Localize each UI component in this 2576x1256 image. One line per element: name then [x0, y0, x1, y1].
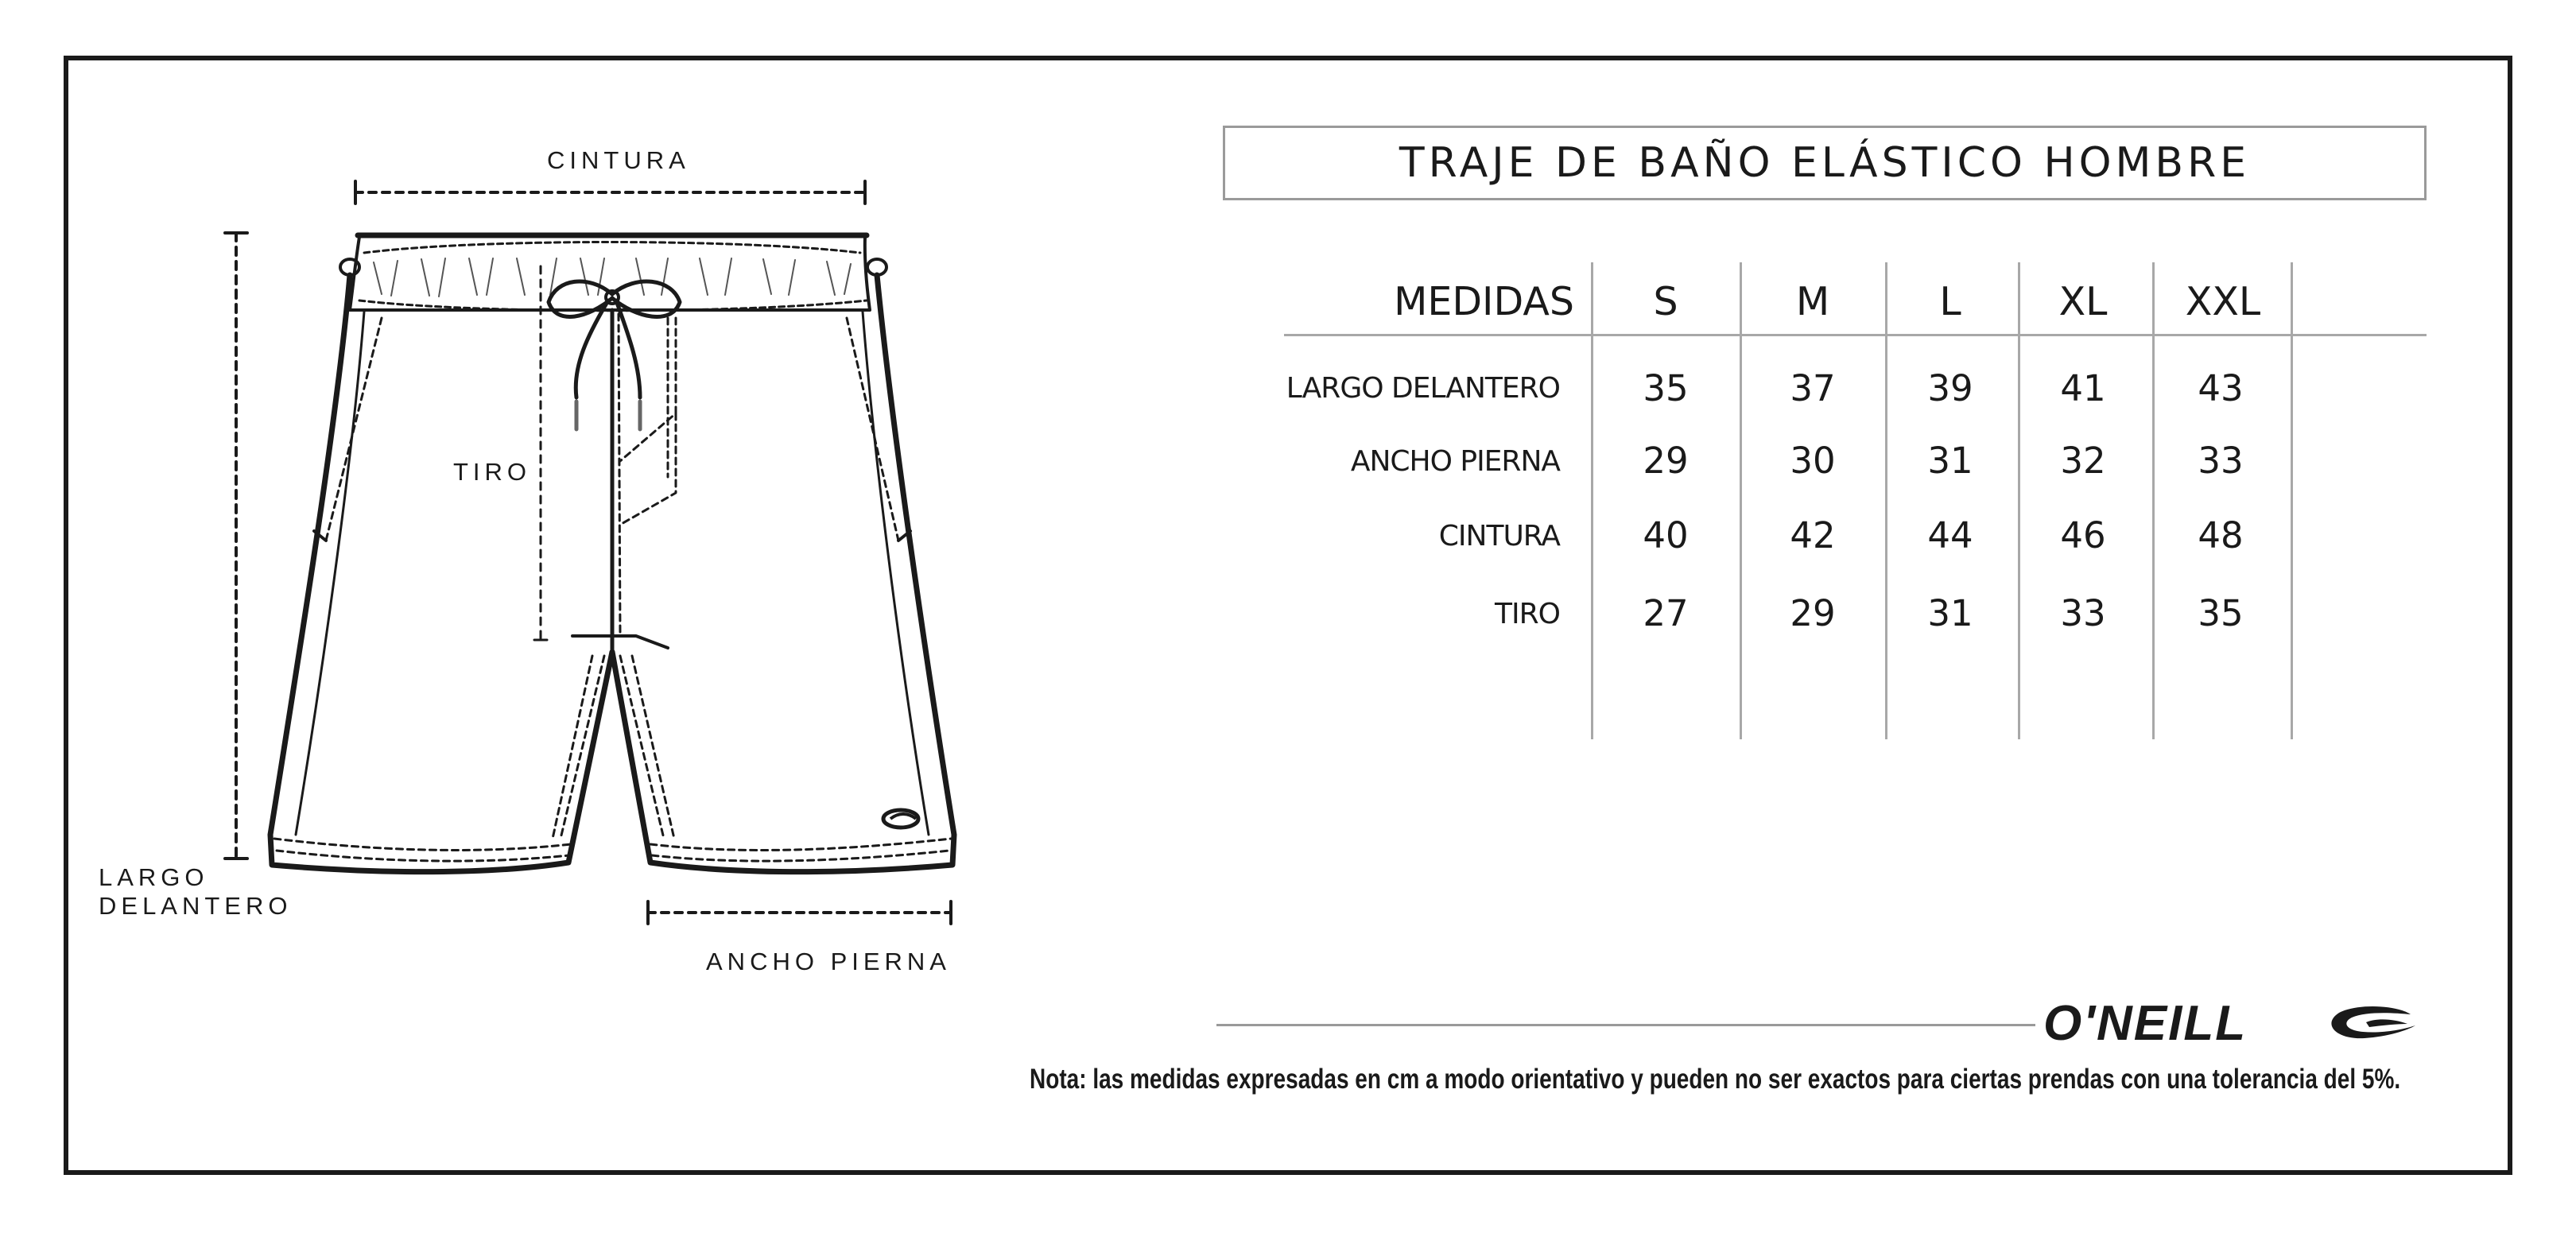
table-cell: 32	[2060, 440, 2106, 482]
table-cell: 44	[1927, 514, 1973, 556]
table-cell: 43	[2198, 367, 2244, 409]
row-label: LARGO DELANTERO	[1286, 372, 1560, 405]
table-cell: 39	[1927, 367, 1973, 409]
brand-wordmark: O'NEILL	[2043, 996, 2248, 1051]
table-cell: 33	[2198, 440, 2244, 482]
table-cell: 37	[1790, 367, 1836, 409]
table-cell: 35	[1643, 367, 1689, 409]
table-cell: 29	[1643, 440, 1689, 482]
header-medidas: MEDIDAS	[1394, 279, 1574, 324]
disclaimer-note: Nota: las medidas expresadas en cm a modo orientativo y pueden no ser exactos para ciertas prendas con una tolerancia del 5%.	[1030, 1064, 2401, 1095]
header-size-l: L	[1939, 279, 1961, 324]
row-label: ANCHO PIERNA	[1350, 445, 1560, 478]
table-cell: 41	[2060, 367, 2106, 409]
wave-logo-icon	[2325, 1003, 2420, 1045]
header-size-xxl: XXL	[2185, 279, 2261, 324]
table-cell: 35	[2198, 592, 2244, 634]
table-cell: 31	[1927, 592, 1973, 634]
table-cell: 40	[1643, 514, 1689, 556]
table-cell: 48	[2198, 514, 2244, 556]
waist-label: CINTURA	[547, 146, 690, 174]
small-logo-icon	[883, 810, 918, 828]
header-size-m: M	[1795, 279, 1830, 324]
header-divider	[1284, 334, 2427, 336]
length-label-line2: DELANTERO	[99, 892, 293, 920]
table-cell: 31	[1927, 440, 1973, 482]
table-cell: 46	[2060, 514, 2106, 556]
table-cell: 33	[2060, 592, 2106, 634]
header-size-s: S	[1653, 279, 1678, 324]
chart-title	[1223, 126, 2427, 200]
leg-width-label: ANCHO PIERNA	[706, 948, 951, 975]
rise-label: TIRO	[453, 458, 532, 486]
table-cell: 42	[1790, 514, 1836, 556]
table-cell: 29	[1790, 592, 1836, 634]
length-label-line1: LARGO	[99, 863, 209, 891]
table-cell: 30	[1790, 440, 1836, 482]
row-label: CINTURA	[1438, 520, 1560, 552]
row-label: TIRO	[1495, 598, 1560, 630]
header-size-xl: XL	[2058, 279, 2108, 324]
brand-divider	[1216, 1024, 2035, 1026]
chart-title-text: TRAJE DE BAÑO ELÁSTICO HOMBRE	[1399, 139, 2251, 187]
table-cell: 27	[1643, 592, 1689, 634]
